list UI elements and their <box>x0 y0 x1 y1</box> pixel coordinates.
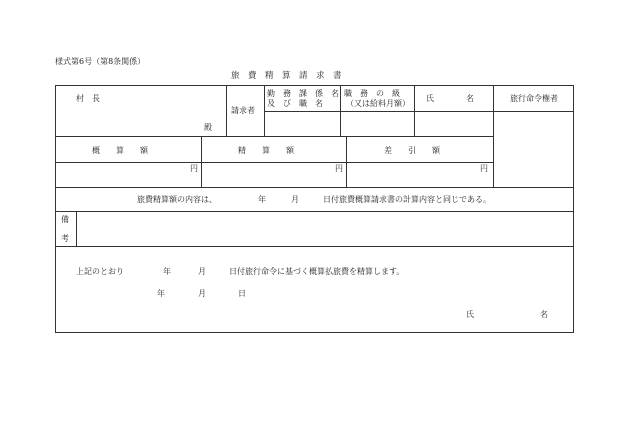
divider <box>55 136 493 137</box>
advance-yen: 円 <box>190 164 198 173</box>
signature-name-char-1: 氏 <box>466 310 474 319</box>
declaration-month: 月 <box>198 267 206 276</box>
recipient-honorific: 殿 <box>204 123 212 132</box>
settled-yen: 円 <box>335 164 343 173</box>
form-title: 旅 費 精 算 請 求 書 <box>231 71 342 81</box>
grade-label-line2: （又は給料月額） <box>346 99 410 108</box>
divider <box>55 246 574 247</box>
statement-suffix: 日付旅費概算請求書の計算内容と同じである。 <box>323 195 491 204</box>
declaration-suffix: 日付旅行命令に基づく概算払旅費を精算します。 <box>229 267 405 276</box>
divider <box>264 111 574 112</box>
authority-label: 旅行命令権者 <box>510 94 558 103</box>
remarks-char-2: 考 <box>61 234 69 243</box>
dept-label-line1: 勤 務 課 係 名 <box>267 89 339 98</box>
claimant-label: 請求者 <box>231 106 255 115</box>
advance-amount-label: 概 算 額 <box>92 146 148 155</box>
divider <box>76 211 77 246</box>
grade-label-line1: 職 務 の 級 <box>344 89 400 98</box>
difference-amount-label: 差 引 額 <box>384 146 440 155</box>
statement-prefix: 旅費精算額の内容は、 <box>137 195 217 204</box>
divider <box>346 136 347 187</box>
divider <box>340 85 341 136</box>
declaration-year: 年 <box>163 267 171 276</box>
divider <box>264 85 265 136</box>
date-year: 年 <box>157 289 165 298</box>
remarks-char-1: 備 <box>61 215 69 224</box>
divider <box>493 85 494 187</box>
dept-label-line2: 及 び 職 名 <box>267 99 323 108</box>
divider <box>55 162 493 163</box>
recipient-label: 村 長 <box>76 94 100 103</box>
declaration-prefix: 上記のとおり <box>76 267 124 276</box>
date-day: 日 <box>238 289 246 298</box>
divider <box>226 85 227 136</box>
signature-name-char-2: 名 <box>540 310 548 319</box>
divider <box>55 187 574 188</box>
divider <box>55 211 574 212</box>
statement-month: 月 <box>291 195 299 204</box>
statement-year: 年 <box>258 195 266 204</box>
difference-yen: 円 <box>480 164 488 173</box>
divider <box>201 136 202 187</box>
divider <box>414 85 415 136</box>
form-number: 様式第6号（第8条関係） <box>55 57 146 66</box>
settled-amount-label: 精 算 額 <box>238 146 294 155</box>
name-label: 氏 名 <box>426 94 474 103</box>
date-month: 月 <box>198 289 206 298</box>
form-frame <box>55 85 574 333</box>
